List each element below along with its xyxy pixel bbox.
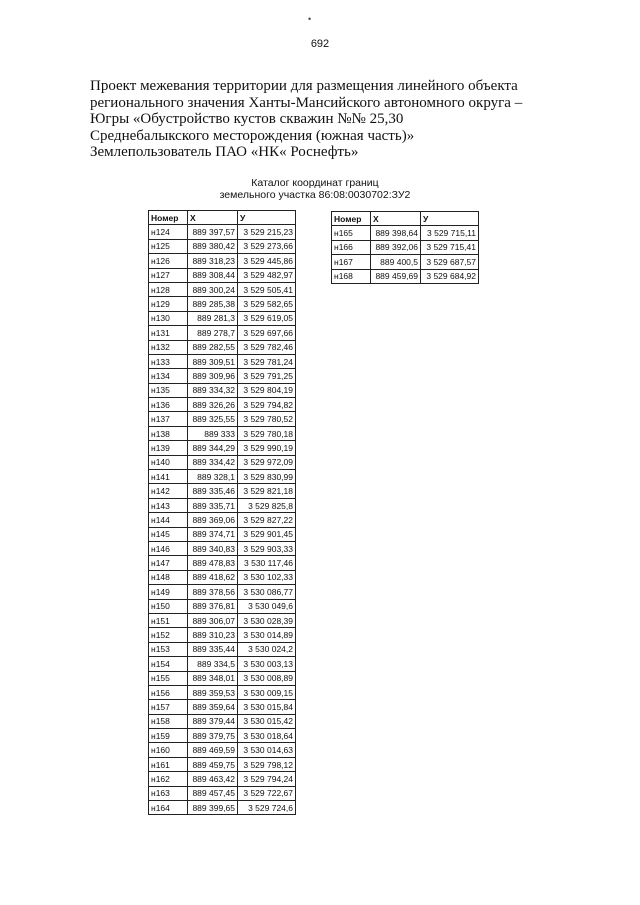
- point-number-cell: н162: [149, 772, 188, 786]
- scan-mark: •: [308, 14, 312, 24]
- table-row: [149, 311, 296, 325]
- point-number-cell: н156: [149, 685, 188, 699]
- table-row: [149, 268, 296, 282]
- y-coordinate-cell: 3 529 990,19: [238, 441, 296, 455]
- y-coordinate-cell: 3 530 014,63: [238, 743, 296, 757]
- point-number-cell: н133: [149, 354, 188, 368]
- table-row: [149, 369, 296, 383]
- point-number-cell: н137: [149, 412, 188, 426]
- x-coordinate-cell: 889 344,29: [188, 441, 238, 455]
- table-row: [149, 383, 296, 397]
- point-number-cell: н164: [149, 801, 188, 815]
- title-line: Проект межевания территории для размещения линейного объекта: [90, 78, 518, 94]
- y-coordinate-cell: 3 530 014,89: [238, 628, 296, 642]
- x-coordinate-cell: 889 335,71: [188, 498, 238, 512]
- y-coordinate-cell: 3 529 903,33: [238, 541, 296, 555]
- table-row: [149, 671, 296, 685]
- x-coordinate-cell: 889 379,75: [188, 729, 238, 743]
- point-number-cell: н153: [149, 642, 188, 656]
- y-coordinate-cell: 3 529 273,66: [238, 239, 296, 253]
- table-header-row: [149, 211, 296, 225]
- x-coordinate-cell: 889 348,01: [188, 671, 238, 685]
- point-number-cell: н142: [149, 484, 188, 498]
- table-row: [149, 628, 296, 642]
- table-row: [149, 570, 296, 584]
- x-coordinate-cell: 889 398,64: [371, 226, 421, 240]
- catalog-title-line: Каталог координат границ: [251, 177, 379, 189]
- table-row: [149, 513, 296, 527]
- y-coordinate-cell: 3 529 798,12: [238, 757, 296, 771]
- header-number: Номер: [332, 212, 371, 226]
- table-row: [332, 255, 479, 269]
- y-coordinate-cell: 3 530 102,33: [238, 570, 296, 584]
- y-coordinate-cell: 3 529 830,99: [238, 470, 296, 484]
- y-coordinate-cell: 3 529 724,6: [238, 801, 296, 815]
- x-coordinate-cell: 889 300,24: [188, 282, 238, 296]
- x-coordinate-cell: 889 374,71: [188, 527, 238, 541]
- point-number-cell: н157: [149, 700, 188, 714]
- point-number-cell: н147: [149, 556, 188, 570]
- x-coordinate-cell: 889 309,51: [188, 354, 238, 368]
- point-number-cell: н129: [149, 297, 188, 311]
- point-number-cell: н158: [149, 714, 188, 728]
- project-title: [90, 78, 560, 161]
- header-number: Номер: [149, 211, 188, 225]
- table-row: [149, 801, 296, 815]
- table-row: [149, 412, 296, 426]
- y-coordinate-cell: 3 530 015,42: [238, 714, 296, 728]
- y-coordinate-cell: 3 529 821,18: [238, 484, 296, 498]
- header-y: У: [421, 212, 479, 226]
- point-number-cell: н134: [149, 369, 188, 383]
- x-coordinate-cell: 889 281,3: [188, 311, 238, 325]
- table-row: [149, 642, 296, 656]
- x-coordinate-cell: 889 379,44: [188, 714, 238, 728]
- y-coordinate-cell: 3 529 791,25: [238, 369, 296, 383]
- y-coordinate-cell: 3 529 445,86: [238, 254, 296, 268]
- y-coordinate-cell: 3 529 684,92: [421, 269, 479, 283]
- x-coordinate-cell: 889 457,45: [188, 786, 238, 800]
- y-coordinate-cell: 3 529 782,46: [238, 340, 296, 354]
- header-x: X: [188, 211, 238, 225]
- x-coordinate-cell: 889 278,7: [188, 326, 238, 340]
- y-coordinate-cell: 3 529 780,18: [238, 426, 296, 440]
- table-row: [149, 225, 296, 239]
- y-coordinate-cell: 3 529 794,24: [238, 772, 296, 786]
- title-line: Среднебалыкского месторождения (южная часть)»: [90, 127, 415, 144]
- y-coordinate-cell: 3 530 049,6: [238, 599, 296, 613]
- header-y: У: [238, 211, 296, 225]
- y-coordinate-cell: 3 530 008,89: [238, 671, 296, 685]
- point-number-cell: н130: [149, 311, 188, 325]
- point-number-cell: н135: [149, 383, 188, 397]
- point-number-cell: н140: [149, 455, 188, 469]
- y-coordinate-cell: 3 529 619,05: [238, 311, 296, 325]
- y-coordinate-cell: 3 529 972,09: [238, 455, 296, 469]
- y-coordinate-cell: 3 529 794,82: [238, 398, 296, 412]
- y-coordinate-cell: 3 530 018,64: [238, 729, 296, 743]
- y-coordinate-cell: 3 530 009,15: [238, 685, 296, 699]
- x-coordinate-cell: 889 478,83: [188, 556, 238, 570]
- point-number-cell: н146: [149, 541, 188, 555]
- x-coordinate-cell: 889 334,42: [188, 455, 238, 469]
- point-number-cell: н128: [149, 282, 188, 296]
- point-number-cell: н144: [149, 513, 188, 527]
- x-coordinate-cell: 889 359,64: [188, 700, 238, 714]
- x-coordinate-cell: 889 335,46: [188, 484, 238, 498]
- x-coordinate-cell: 889 469,59: [188, 743, 238, 757]
- y-coordinate-cell: 3 530 015,84: [238, 700, 296, 714]
- table-row: [149, 757, 296, 771]
- y-coordinate-cell: 3 530 024,2: [238, 642, 296, 656]
- point-number-cell: н159: [149, 729, 188, 743]
- point-number-cell: н139: [149, 441, 188, 455]
- x-coordinate-cell: 889 318,23: [188, 254, 238, 268]
- point-number-cell: н131: [149, 326, 188, 340]
- y-coordinate-cell: 3 529 780,52: [238, 412, 296, 426]
- x-coordinate-cell: 889 397,57: [188, 225, 238, 239]
- x-coordinate-cell: 889 335,44: [188, 642, 238, 656]
- point-number-cell: н161: [149, 757, 188, 771]
- y-coordinate-cell: 3 530 086,77: [238, 585, 296, 599]
- table-row: [149, 455, 296, 469]
- table-row: [149, 470, 296, 484]
- table-row: [149, 441, 296, 455]
- x-coordinate-cell: 889 310,23: [188, 628, 238, 642]
- x-coordinate-cell: 889 340,83: [188, 541, 238, 555]
- x-coordinate-cell: 889 306,07: [188, 613, 238, 627]
- x-coordinate-cell: 889 308,44: [188, 268, 238, 282]
- x-coordinate-cell: 889 309,96: [188, 369, 238, 383]
- point-number-cell: н149: [149, 585, 188, 599]
- table-row: [332, 240, 479, 254]
- table-row: [149, 239, 296, 253]
- table-header-row: [332, 212, 479, 226]
- y-coordinate-cell: 3 529 825,8: [238, 498, 296, 512]
- y-coordinate-cell: 3 529 722,67: [238, 786, 296, 800]
- y-coordinate-cell: 3 529 505,41: [238, 282, 296, 296]
- point-number-cell: н145: [149, 527, 188, 541]
- table-row: [149, 556, 296, 570]
- point-number-cell: н152: [149, 628, 188, 642]
- y-coordinate-cell: 3 530 028,39: [238, 613, 296, 627]
- x-coordinate-cell: 889 334,5: [188, 657, 238, 671]
- x-coordinate-cell: 889 359,53: [188, 685, 238, 699]
- x-coordinate-cell: 889 334,32: [188, 383, 238, 397]
- title-line: Югры «Обустройство кустов скважин №№ 25,30: [90, 111, 404, 127]
- y-coordinate-cell: 3 529 582,65: [238, 297, 296, 311]
- x-coordinate-cell: 889 328,1: [188, 470, 238, 484]
- table-row: [149, 297, 296, 311]
- catalog-title-line: земельного участка 86:08:0030702:ЗУ2: [219, 189, 411, 201]
- x-coordinate-cell: 889 282,55: [188, 340, 238, 354]
- header-x: X: [371, 212, 421, 226]
- point-number-cell: н155: [149, 671, 188, 685]
- point-number-cell: н168: [332, 269, 371, 283]
- table-row: [332, 226, 479, 240]
- point-number-cell: н125: [149, 239, 188, 253]
- x-coordinate-cell: 889 459,69: [371, 269, 421, 283]
- y-coordinate-cell: 3 530 003,13: [238, 657, 296, 671]
- point-number-cell: н151: [149, 613, 188, 627]
- x-coordinate-cell: 889 369,06: [188, 513, 238, 527]
- y-coordinate-cell: 3 529 715,11: [421, 226, 479, 240]
- x-coordinate-cell: 889 463,42: [188, 772, 238, 786]
- point-number-cell: н165: [332, 226, 371, 240]
- y-coordinate-cell: 3 530 117,46: [238, 556, 296, 570]
- x-coordinate-cell: 889 380,42: [188, 239, 238, 253]
- point-number-cell: н148: [149, 570, 188, 584]
- y-coordinate-cell: 3 529 215,23: [238, 225, 296, 239]
- point-number-cell: н138: [149, 426, 188, 440]
- point-number-cell: н154: [149, 657, 188, 671]
- table-row: [149, 354, 296, 368]
- title-line: регионального значения Ханты-Мансийского автономного округа –: [90, 94, 523, 111]
- table-row: [149, 484, 296, 498]
- catalog-title: [150, 177, 480, 201]
- point-number-cell: н160: [149, 743, 188, 757]
- x-coordinate-cell: 889 418,62: [188, 570, 238, 584]
- coordinates-table-left: [148, 210, 296, 815]
- point-number-cell: н132: [149, 340, 188, 354]
- x-coordinate-cell: 889 285,38: [188, 297, 238, 311]
- table-row: [149, 729, 296, 743]
- x-coordinate-cell: 889 392,06: [371, 240, 421, 254]
- x-coordinate-cell: 889 325,55: [188, 412, 238, 426]
- page-number: 692: [310, 38, 330, 50]
- table-row: [149, 282, 296, 296]
- y-coordinate-cell: 3 529 781,24: [238, 354, 296, 368]
- table-row: [149, 326, 296, 340]
- table-row: [149, 527, 296, 541]
- x-coordinate-cell: 889 399,65: [188, 801, 238, 815]
- point-number-cell: н166: [332, 240, 371, 254]
- point-number-cell: н150: [149, 599, 188, 613]
- table-row: [149, 398, 296, 412]
- table-row: [149, 786, 296, 800]
- y-coordinate-cell: 3 529 827,22: [238, 513, 296, 527]
- table-row: [149, 541, 296, 555]
- x-coordinate-cell: 889 333: [188, 426, 238, 440]
- point-number-cell: н163: [149, 786, 188, 800]
- table-row: [149, 743, 296, 757]
- x-coordinate-cell: 889 326,26: [188, 398, 238, 412]
- point-number-cell: н143: [149, 498, 188, 512]
- table-row: [149, 714, 296, 728]
- point-number-cell: н141: [149, 470, 188, 484]
- x-coordinate-cell: 889 459,75: [188, 757, 238, 771]
- point-number-cell: н167: [332, 255, 371, 269]
- point-number-cell: н136: [149, 398, 188, 412]
- table-row: [149, 657, 296, 671]
- table-row: [332, 269, 479, 283]
- table-row: [149, 498, 296, 512]
- table-row: [149, 772, 296, 786]
- y-coordinate-cell: 3 529 804,19: [238, 383, 296, 397]
- table-row: [149, 254, 296, 268]
- table-row: [149, 700, 296, 714]
- x-coordinate-cell: 889 400,5: [371, 255, 421, 269]
- table-row: [149, 685, 296, 699]
- table-row: [149, 599, 296, 613]
- table-row: [149, 340, 296, 354]
- table-row: [149, 585, 296, 599]
- y-coordinate-cell: 3 529 901,45: [238, 527, 296, 541]
- x-coordinate-cell: 889 376,81: [188, 599, 238, 613]
- y-coordinate-cell: 3 529 715,41: [421, 240, 479, 254]
- y-coordinate-cell: 3 529 697,66: [238, 326, 296, 340]
- y-coordinate-cell: 3 529 482,97: [238, 268, 296, 282]
- table-row: [149, 613, 296, 627]
- point-number-cell: н126: [149, 254, 188, 268]
- table-row: [149, 426, 296, 440]
- x-coordinate-cell: 889 378,56: [188, 585, 238, 599]
- title-line: Землепользователь ПАО «НК« Роснефть»: [90, 144, 359, 160]
- point-number-cell: н124: [149, 225, 188, 239]
- coordinates-table-right: [331, 211, 479, 284]
- y-coordinate-cell: 3 529 687,57: [421, 255, 479, 269]
- point-number-cell: н127: [149, 268, 188, 282]
